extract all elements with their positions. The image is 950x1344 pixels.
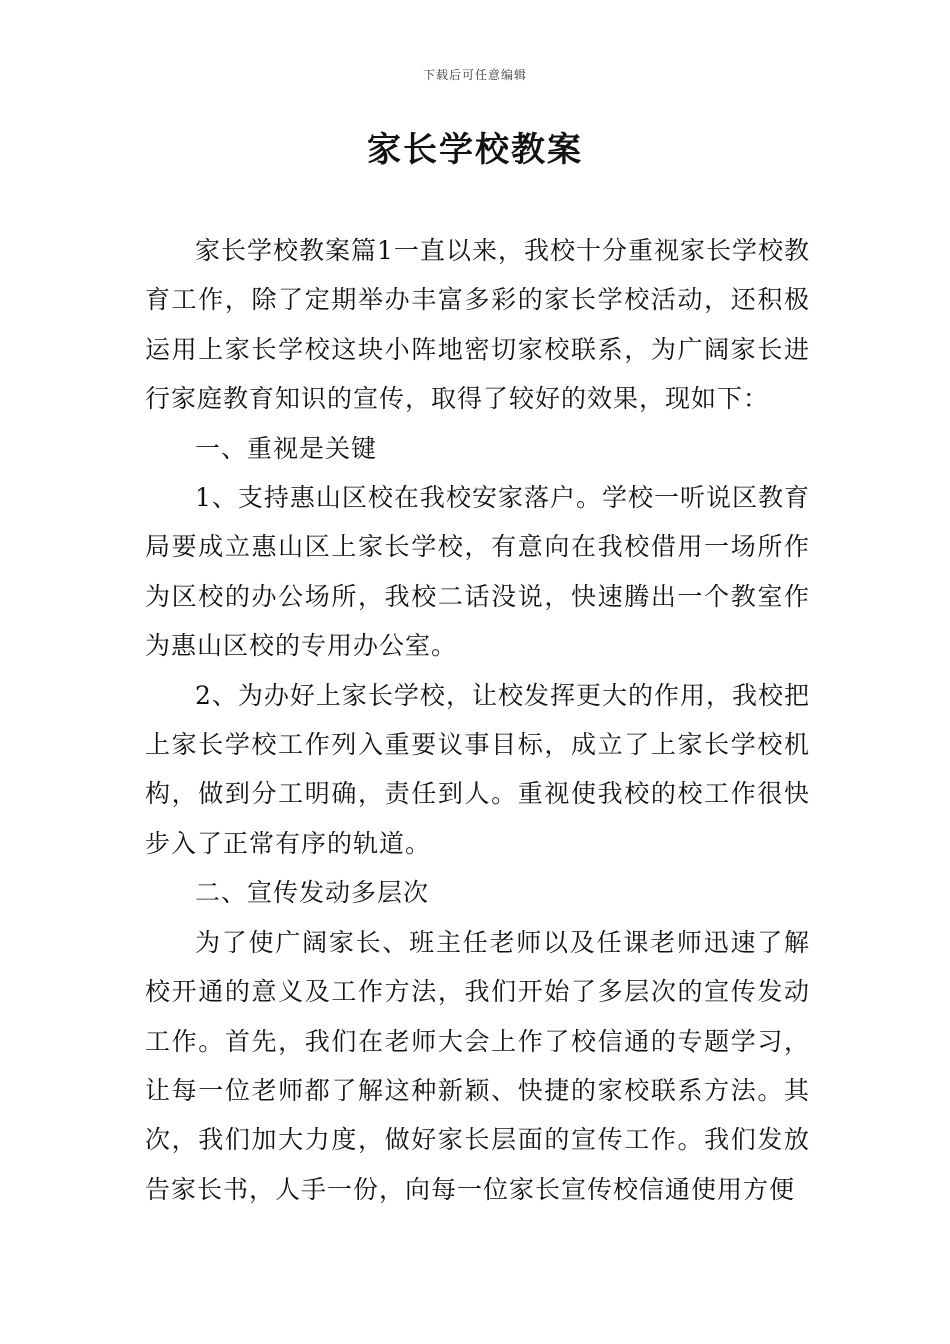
document-title: 家长学校教案 (367, 130, 583, 170)
header-note: 下载后可任意编辑 (422, 68, 527, 82)
heading-section-1: 一、重视是关键 (195, 433, 378, 463)
paragraph-item-2: 2、为办好上家长学校，让校发挥更大的作用，我校把上家长学校工作列入重要议事目标，成立了上家长学校机构，做到分工明确，责任到人。重视使我校的校工作很快步入了正常有序的轨道。 (145, 680, 810, 858)
paragraph-intro: 家长学校教案篇1一直以来，我校十分重视家长学校教育工作，除了定期举办丰富多彩的家长学校活动，还积极运用上家长学校这块小阵地密切家校联系，为广阔家长进行家庭教育知识的宣传，取得了较好的效果，现如下： (145, 236, 810, 414)
paragraph-item-1: 1、支持惠山区校在我校安家落户。学校一听说区教育局要成立惠山区上家长学校，有意向在我校借用一场所作为区校的办公场所，我校二话没说，快速腾出一个教室作为惠山区校的专用办公室。 (145, 483, 810, 661)
document-body (145, 226, 810, 1214)
paragraph-publicity: 为了使广阔家长、班主任老师以及任课老师迅速了解校开通的意义及工作方法，我们开始了多层次的宣传发动工作。首先，我们在老师大会上作了校信通的专题学习，让每一位老师都了解这种新颖、快捷的家校联系方法。其次，我们加大力度，做好家长层面的宣传工作。我们发放告家长书，人手一份，向每一位家长宣传校信通使用方便 (145, 927, 810, 1204)
heading-section-2: 二、宣传发动多层次 (195, 878, 430, 908)
